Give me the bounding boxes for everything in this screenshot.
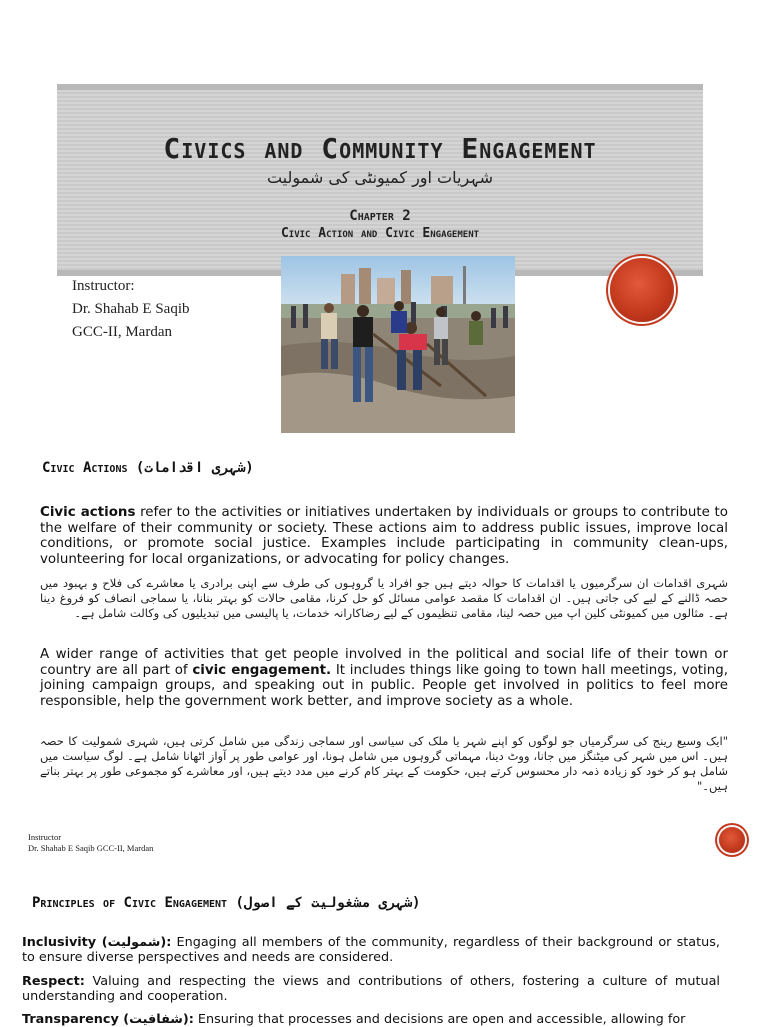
decorative-red-circle xyxy=(610,258,674,322)
principle-item xyxy=(22,935,720,965)
principle-item xyxy=(22,974,720,1004)
principle-term: Transparency (شفافیت): xyxy=(22,1012,194,1027)
instructor-block xyxy=(72,275,190,344)
footer-instructor-label: Instructor xyxy=(28,832,62,842)
civic-actions-paragraph xyxy=(40,505,728,567)
instructor-college: GCC-II, Mardan xyxy=(72,324,172,340)
principle-text: Engaging all members of the community, regardless of their background or status, to ensure diverse perspectives and needs are considered. xyxy=(22,935,720,965)
civic-actions-text: refer to the activities or initiatives undertaken by individuals or groups to contribute to the welfare of their community or society. These actions aim to address public issues, improve local conditions, or promote social justice. Examples include participating in community clean-ups, volunteering for local organizations, or advocating for policy changes. xyxy=(40,505,728,567)
decorative-small-red-circle xyxy=(719,827,745,853)
footer-instructor-name: Dr. Shahab E Saqib GCC-II, Mardan xyxy=(28,843,154,853)
principle-text: Ensuring that processes and decisions are open and accessible, allowing for xyxy=(193,1012,686,1027)
civic-engagement-text-after: It includes things like going to town hall meetings, voting, joining campaign groups, and speaking out in public. People get involved in politics to feel more responsible, help the government work better, and improve society as a whole. xyxy=(40,662,728,709)
civic-engagement-paragraph xyxy=(40,647,728,709)
title-banner xyxy=(57,84,703,276)
urdu-title: شہریات اور کمیونٹی کی شمولیت xyxy=(266,168,494,187)
civic-actions-term: Civic actions xyxy=(40,505,136,520)
principle-term: Respect: xyxy=(22,974,85,989)
civic-engagement-urdu-paragraph: "ایک وسیع رینج کی سرگرمیاں جو لوگوں کو اپنے شہر یا ملک کی سیاسی اور سماجی زندگی میں شامل کرتی ہیں، شہری شمولیت کا حصہ ہیں۔ اس میں شہر کی میٹنگز میں جانا، ووٹ دینا، مہماتی گروہوں میں شامل ہونا، اور عوامی طور پر آواز اٹھانا شامل ہے۔ لوگ سیاست میں شامل ہو کر خود کو زیادہ ذمہ دار محسوس کرتے ہیں، حکومت کے بہتر کام کرنے میں مدد دیتے ہیں، اور معاشرے کو مجموعی طور پر بہتر بناتے ہیں۔" xyxy=(40,734,728,793)
civic-actions-urdu-paragraph: شہری اقدامات ان سرگرمیوں یا اقدامات کا حوالہ دیتے ہیں جو افراد یا گروہوں کی طرف سے اپنی برادری یا معاشرے کی فلاح و بہبود میں حصہ ڈالنے کے لیے کی جاتی ہیں۔ ان اقدامات کا مقصد عوامی مسائل کو حل کرنا، مقامی حالات کو بہتر بنانا، یا سماجی انصاف کو فروغ دینا ہے۔ مثالوں میں کمیونٹی کلین اپ میں حصہ لینا، مقامی تنظیموں کے لیے رضاکارانہ خدمات، یا پالیسی میں تبدیلیوں کی وکالت شامل ہے۔ xyxy=(40,576,728,620)
chapter-label: Chapter 2 xyxy=(349,208,411,224)
principles-heading: Principles of Civic Engagement (شہری مشغولیت کے اصول) xyxy=(32,895,421,911)
civic-engagement-term: civic engagement. xyxy=(192,662,332,678)
principle-text: Valuing and respecting the views and contributions of others, fostering a culture of mutual understanding and cooperation. xyxy=(22,974,720,1004)
principle-item xyxy=(22,1012,720,1027)
page-title: Civics and Community Engagement xyxy=(163,132,597,165)
instructor-label: Instructor: xyxy=(72,278,135,294)
principle-term: Inclusivity (شمولیت): xyxy=(22,935,172,950)
chapter-subtitle: Civic Action and Civic Engagement xyxy=(280,226,480,241)
civic-engagement-text-before: A wider range of activities that get people involved in the political and social life of their town or country are all part of xyxy=(40,647,728,678)
page-footer xyxy=(28,832,153,854)
instructor-name: Dr. Shahab E Saqib xyxy=(72,301,190,317)
cleanup-volunteers-photo xyxy=(281,256,515,433)
civic-actions-heading: Civic Actions (شہری اقدامات) xyxy=(42,460,254,476)
